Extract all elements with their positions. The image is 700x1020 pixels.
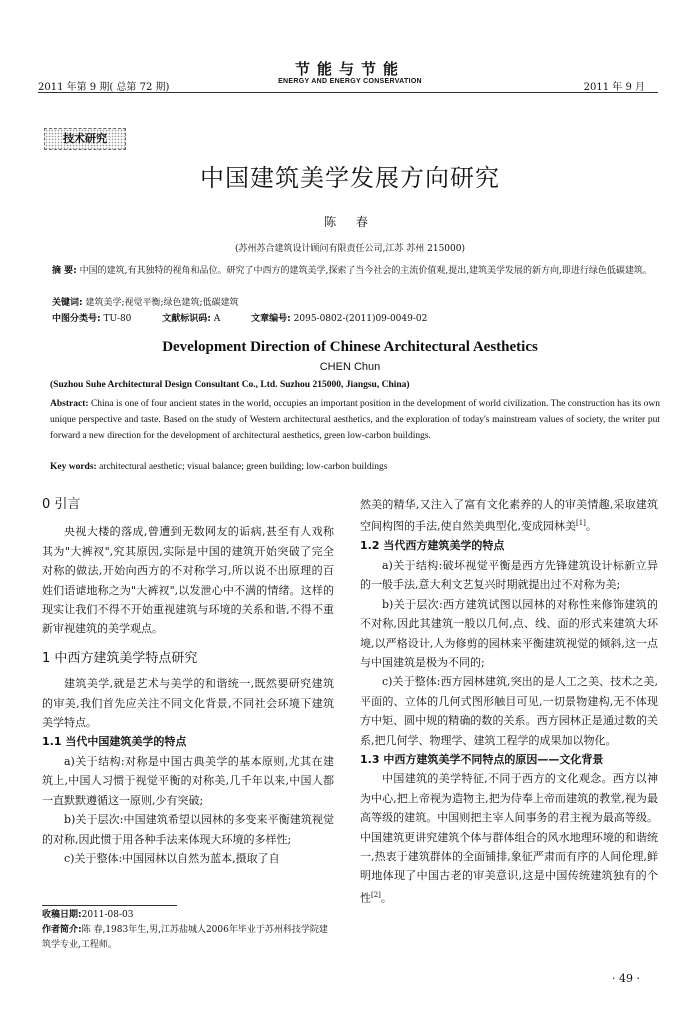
section-1-1-item-a: a)关于结构:对称是中国古典美学的基本原则,尤其在建筑上,中国人习惯于视觉平衡的对称美,几千年以来,中国人都一直默默遵循这一原则,少有突破;	[42, 754, 334, 807]
doc-code-value: A	[213, 314, 221, 324]
received-value: 2011-08-03	[81, 910, 134, 920]
section-1-2-item-b: b)关于层次:西方建筑试图以园林的对称性来修饰建筑的不对称,因此其建筑一般以几何,点、线、面的形式来建筑大环境,以严格设计,人为修剪的园林来平衡建筑视觉的倾斜,这一点与中国建筑是极为不同的;	[360, 597, 658, 669]
keywords-cn-text: 建筑美学;视觉平衡;绿色建筑;低碳建筑	[85, 298, 239, 308]
article-title-en: Development Direction of Chinese Architectural Aesthetics	[162, 339, 538, 355]
author-en: CHEN Chun	[319, 361, 381, 373]
section-1-2-item-a: a)关于结构:破坏视觉平衡是西方先锋建筑设计标新立异的一般手法,意大利文艺复兴时期就提出过不对称为美;	[360, 558, 658, 592]
bio-value: 陈 春,1983年生,男,江苏盐城人2006年毕业于苏州科技学院建筑学专业,工程师。	[42, 925, 328, 950]
citation-ref-1: [1]	[576, 519, 586, 528]
section-0-paragraph: 央视大楼的落成,曾遭到无数网友的诟病,甚至有人戏称其为"大裤衩",究其原因,实际是中国的建筑开始突破了完全对称的做法,开始向西方的不对称学习,所以说不出原理的百姓们语谑地称之为"大裤衩",以发泄心中不满的情绪。这样的现实让我们不得不开始重视建筑与环境的关系和谐,不得不重新审视建筑的美学观点。	[42, 525, 334, 636]
keywords-en	[50, 462, 660, 472]
header-rule	[38, 92, 658, 93]
doc-code-label: 文献标识码:	[162, 314, 211, 324]
section-1-1-item-c-continued	[360, 495, 658, 536]
clc-label: 中图分类号:	[52, 314, 101, 324]
right-column	[360, 495, 658, 908]
abstract-cn	[52, 264, 652, 279]
article-title-cn: 中国建筑美学发展方向研究	[200, 164, 500, 192]
keywords-cn-label: 关键词:	[52, 298, 83, 308]
affiliation-en: (Suzhou Suhe Architectural Design Consultant Co., Ltd. Suzhou 215000, Jiangsu, China)	[50, 380, 410, 390]
abstract-en-text: China is one of four ancient states in the world, occupies an important position in the development of world civilization. The construction has its own unique perspective and taste. Based on the study of Western architectural aesthetics, and the exploration of today's mainstream values of society, the writer put forward a new direction for the development of architectural aesthetics, green low-carbon buildings.	[50, 399, 661, 441]
item-c-end: 。	[585, 520, 597, 534]
section-1-1-item-b: b)关于层次:中国建筑希望以园林的多变来平衡建筑视觉的对称,因此惯于用各种手法来体现大环境的多样性;	[42, 813, 334, 846]
journal-title-cn: 节能与节能	[294, 60, 405, 78]
abstract-en-label: Abstract:	[50, 399, 89, 409]
footnote-rule	[42, 905, 177, 906]
abstract-cn-label: 摘 要:	[52, 266, 77, 276]
affiliation-cn: (苏州苏合建筑设计顾问有限责任公司,江苏 苏州 215000)	[235, 244, 465, 254]
section-1-paragraph: 建筑美学,就是艺术与美学的和谐统一,既然要研究建筑的审美,我们首先应关注不同文化背景,不同社会环境下建筑美学特点。	[42, 677, 334, 730]
issue-info: 2011 年第 9 期( 总第 72 期)	[38, 82, 170, 93]
section-1-3-text: 中国建筑的美学特征,不同于西方的文化观念。西方以神为中心,把上帝视为造物主,把为侍奉上帝而建筑的教堂,视为最高等级的建筑。中国则把主宰人间事务的君主视为最高等级。中国建筑更讲究建筑个体与群体组合的风水地理环境的和谐统一,热衷于建筑群体的全面铺排,象征严肃而有序的人间伦理,鲜明地体现了中国古老的审美意识,这是中国传统建筑独有的个性	[360, 772, 658, 905]
section-1-3-paragraph	[360, 769, 658, 908]
keywords-en-text: architectural aesthetic; visual balance; green building; low-carbon buildings	[99, 462, 388, 472]
section-1-heading: 1 中西方建筑美学特点研究	[42, 650, 198, 666]
abstract-cn-text: 中国的建筑,有其独特的视角和品位。研究了中西方的建筑美学,探索了当今社会的主流价值观,提出,建筑美学发展的新方向,即进行绿色低碳建筑。	[79, 266, 652, 276]
section-1-3-heading: 1.3 中西方建筑美学不同特点的原因——文化背景	[360, 752, 604, 766]
section-1-1-item-c-start: c)关于整体:中国园林以自然为蓝本,摄取了自	[64, 851, 280, 865]
section-tag: 技术研究	[44, 128, 126, 150]
page-number: · 49 ·	[612, 972, 640, 985]
clc-value: TU-80	[103, 314, 132, 324]
left-column	[42, 495, 334, 868]
section-1-2-item-c: c)关于整体:西方园林建筑,突出的是人工之美、技术之美,平面的、立体的几何式图形触目可见,一切景物建构,无不体现方中矩、圆中规的精确的数的关系。西方园林正是通过数的关系,把几何学、物理学、建筑工程学的成果加以物化。	[360, 675, 658, 747]
section-0-heading: 0 引言	[42, 497, 81, 512]
received-label: 收稿日期:	[42, 910, 82, 920]
section-1-1-heading: 1.1 当代中国建筑美学的特点	[42, 735, 187, 749]
section-1-3-end: 。	[380, 891, 392, 905]
keywords-cn	[52, 296, 652, 311]
section-1-2-heading: 1.2 当代西方建筑美学的特点	[360, 539, 505, 553]
abstract-en	[50, 396, 660, 444]
author-cn: 陈 春	[324, 215, 376, 229]
item-c-text: 然美的精华,又注入了富有文化素养的人的审美情趣,采取建筑空间构图的手法,使自然美典型化,变成园林美	[360, 498, 658, 534]
keywords-en-label: Key words:	[50, 462, 97, 472]
classification-row	[52, 312, 652, 327]
journal-title-en: ENERGY AND ENERGY CONSERVATION	[278, 78, 422, 85]
article-no-value: 2095-0802-(2011)09-0049-02	[293, 314, 428, 324]
citation-ref-2: [2]	[371, 890, 381, 899]
article-no-label: 文章编号:	[251, 314, 291, 324]
footnote	[42, 908, 334, 953]
bio-label: 作者简介:	[42, 925, 82, 935]
issue-date: 2011 年 9 月	[583, 82, 645, 93]
